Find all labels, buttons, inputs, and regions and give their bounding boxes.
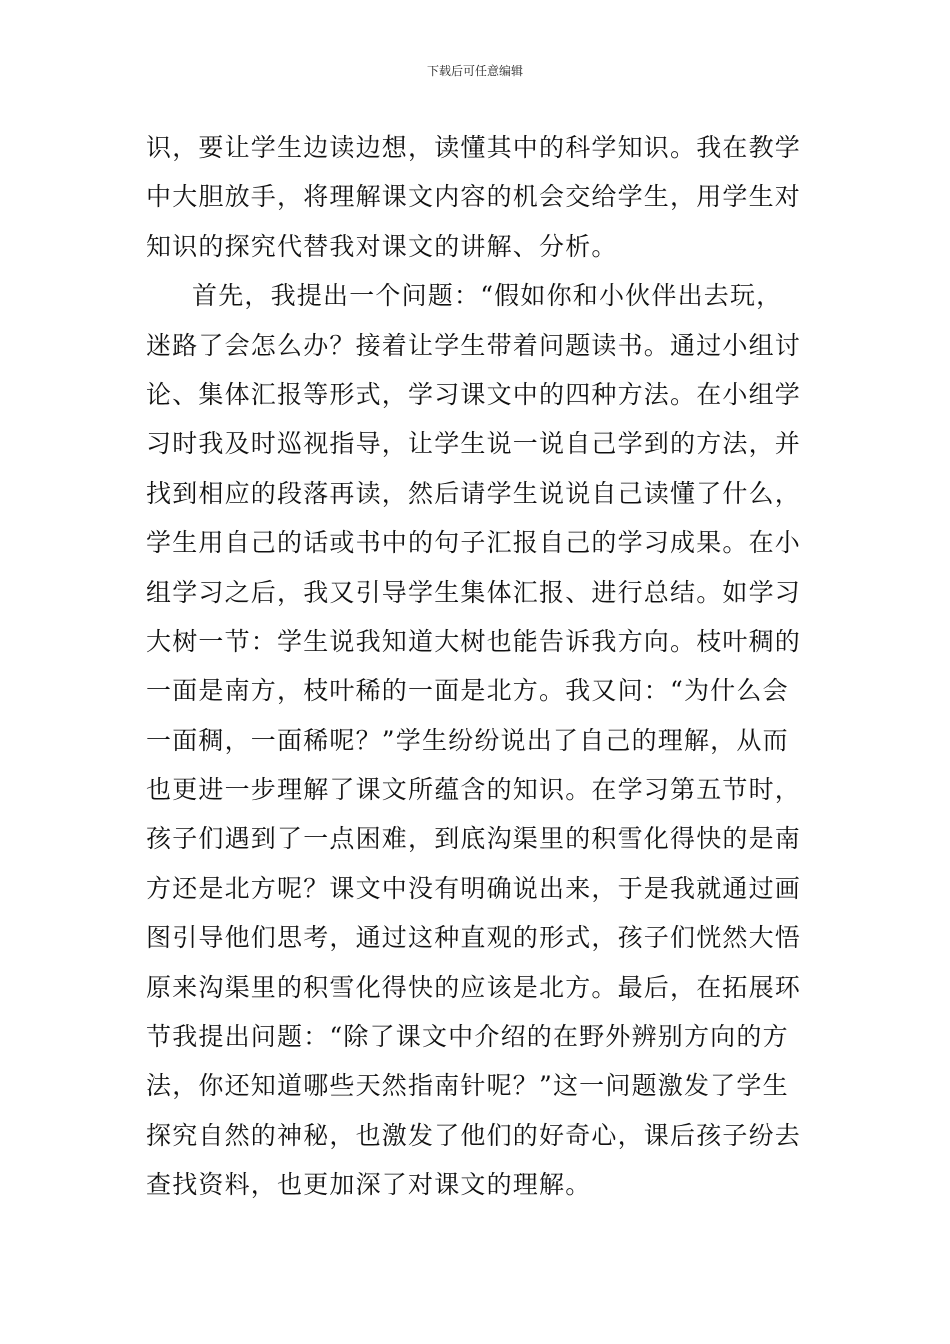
text-line: 迷路了会怎么办？接着让学生带着问题读书。通过小组讨 xyxy=(146,330,802,360)
text-line: 节我提出问题：“除了课文中介绍的在野外辨别方向的方 xyxy=(146,1022,789,1052)
text-line: 习时我及时巡视指导，让学生说一说自己学到的方法，并 xyxy=(146,429,802,459)
text-line: 知识的探究代替我对课文的讲解、分析。 xyxy=(146,231,618,261)
text-line: 方还是北方呢？课文中没有明确说出来，于是我就通过画 xyxy=(146,873,802,903)
page-header: 下载后可任意编辑 xyxy=(426,64,523,78)
text-line: 中大胆放手，将理解课文内容的机会交给学生，用学生对 xyxy=(146,182,802,212)
text-line: 也更进一步理解了课文所蕴含的知识。在学习第五节时， xyxy=(146,775,802,805)
text-line: 识，要让学生边读边想，读懂其中的科学知识。我在教学 xyxy=(146,133,802,162)
text-line: 找到相应的段落再读，然后请学生说说自己读懂了什么， xyxy=(146,478,802,508)
document-body xyxy=(146,123,826,1210)
text-line: 法，你还知道哪些天然指南针呢？”这一问题激发了学生 xyxy=(146,1071,789,1101)
text-line: 查找资料，也更加深了对课文的理解。 xyxy=(146,1170,592,1200)
text-line: 组学习之后，我又引导学生集体汇报、进行总结。如学习 xyxy=(146,577,802,607)
text-line: 原来沟渠里的积雪化得快的应该是北方。最后，在拓展环 xyxy=(146,972,802,1002)
text-line: 孩子们遇到了一点困难，到底沟渠里的积雪化得快的是南 xyxy=(146,824,802,854)
text-line: 论、集体汇报等形式，学习课文中的四种方法。在小组学 xyxy=(146,379,802,409)
text-line: 一面稠，一面稀呢？”学生纷纷说出了自己的理解，从而 xyxy=(146,725,789,755)
text-line: 探究自然的神秘，也激发了他们的好奇心，课后孩子纷去 xyxy=(146,1120,802,1150)
text-line: 一面是南方，枝叶稀的一面是北方。我又问：“为什么会 xyxy=(146,676,789,706)
paragraph-start-line: 首先，我提出一个问题：“假如你和小伙伴出去玩， xyxy=(192,281,783,311)
text-line: 图引导他们思考，通过这种直观的形式，孩子们恍然大悟 xyxy=(146,923,802,953)
text-line: 学生用自己的话或书中的句子汇报自己的学习成果。在小 xyxy=(146,528,802,558)
text-line: 大树一节：学生说我知道大树也能告诉我方向。枝叶稠的 xyxy=(146,626,802,656)
